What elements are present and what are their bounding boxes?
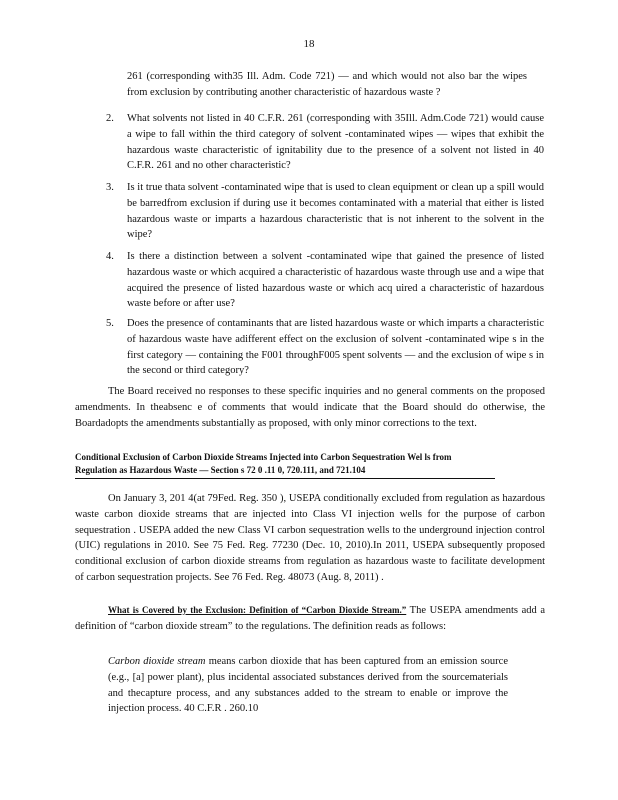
- question-number: 2.: [106, 113, 114, 124]
- question-continuation: 261 (corresponding with35 Ill. Adm. Code 721) — and which would not also bar the wipes from exclusion by contributing another characteristic of hazardous waste ?: [127, 71, 527, 98]
- question-number: 3.: [106, 182, 114, 193]
- question-text: What solvents not listed in 40 C.F.R. 261 (corresponding with 35Ill. Adm.Code 721) would cause a wipe to fall within the third category of solvent -contaminated wipes — wipes that exhibit the hazardous waste characteristic of ignitability due to the presence of a solvent not listed in 40 C.F.R. 261 and no other characteristic?: [127, 113, 544, 172]
- question-item: [106, 180, 544, 243]
- page-number: 18: [303, 38, 315, 50]
- question-text: Is there a distinction between a solvent -contaminated wipe that gained the presence of listed hazardous waste or which acquired a characteristic of hazardous waste through use and a wipe that acquired the presence of listed hazardous waste or which acq uired a characteristic of hazardous waste before or after use?: [127, 251, 544, 310]
- definition-intro-text: The USEPA amendments add a definition of “carbon dioxide stream” to the regulations. The definition reads as follows:: [75, 605, 546, 632]
- defined-term: Carbon dioxide stream: [108, 656, 206, 667]
- definition-text: means carbon dioxide that has been captured from an emission source (e.g., [a] power plant), plus incidental associated substances derived from the sourcematerials and thecapture process, and any substances added to the stream to enable or improve the injection process. 40 C.F.R . 260.10: [108, 656, 508, 715]
- question-item: [106, 111, 544, 174]
- definition-paragraph: [75, 603, 545, 635]
- question-number: 4.: [106, 251, 114, 262]
- definition-block-quote: [108, 654, 508, 717]
- question-number: 5.: [106, 318, 114, 329]
- usepa-history-paragraph: On January 3, 201 4(at 79Fed. Reg. 350 ), USEPA conditionally excluded from regulation as hazardous waste carbon dioxide streams that are injected into Class VI injection wells for the purpose of carbon sequestration . USEPA added the new Class VI carbon sequestration wells to the underground injection control (UIC) regulations in 2010. See 75 Fed. Reg. 77230 (Dec. 10, 2010).In 2011, USEPA subsequently proposed conditional exclusion of carbon dioxide streams from regulation as hazardous waste to facilitate development of carbon sequestration projects. See 76 Fed. Reg. 48073 (Aug. 8, 2011) .: [75, 493, 545, 583]
- question-item: [106, 249, 544, 312]
- section-heading: Conditional Exclusion of Carbon Dioxide Streams Injected into Carbon Sequestration Wel ls from Regulation as Hazardous Waste — Section s 72 0 .11 0, 720.111, and 721.104: [75, 451, 495, 479]
- question-text: Does the presence of contaminants that are listed hazardous waste or which imparts a characteristic of hazardous waste have adifferent effect on the exclusion of solvent -contaminated wipe s in the first category — containing the F001 throughF005 spent solvents — and the exclusion of wipe s in the second or third category?: [127, 318, 544, 377]
- exclusion-subheading: What is Covered by the Exclusion: Definition of “Carbon Dioxide Stream.”: [108, 605, 407, 615]
- question-item: [106, 316, 544, 379]
- board-response-paragraph: The Board received no responses to these specific inquiries and no general comments on the proposed amendments. In theabsenc e of comments that would indicate that the Board should do otherwise, the Boardadopts the amendments substantially as proposed, with only minor corrections to the text.: [75, 386, 545, 429]
- question-text: Is it true thata solvent -contaminated wipe that is used to clean equipment or clean up a spill would be barredfrom exclusion if during use it becomes contaminated with a material that either is listed hazardous waste or imparts a hazardous characteristic that is not inherent to the solvent in the wipe?: [127, 182, 544, 241]
